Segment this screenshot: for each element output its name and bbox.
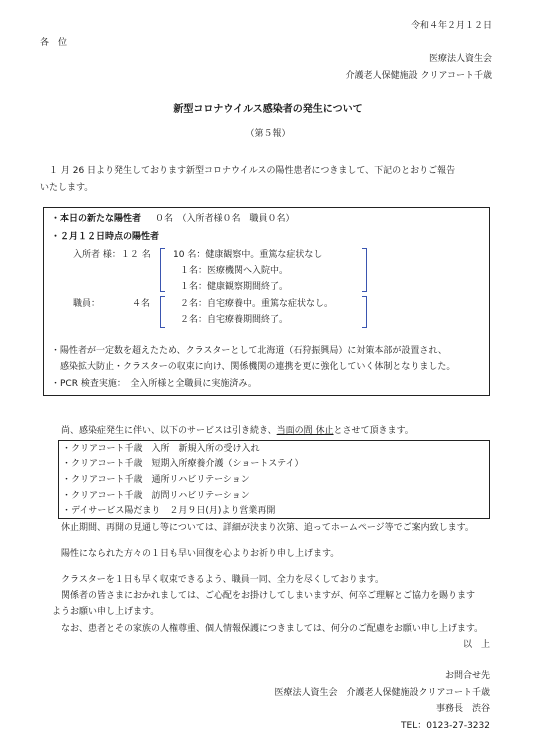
service-item: ・クリアコート千歳 訪問リハビリテーション [62, 491, 250, 501]
intro-line-2: いたします。 [40, 183, 94, 193]
sender-facility: 介護老人保健施設 クリアコート千歳 [345, 71, 492, 81]
residents-bracket-right [362, 248, 367, 292]
closing-end: 以 上 [462, 640, 490, 650]
closing-paragraph-3: クラスターを１日も早く収束できるよう、職員一同、全力を尽くしております。 [52, 575, 385, 585]
status-note-1: ・陽性者が一定数を超えたため、クラスターとして北海道（石狩振興局）に対策本部が設置され、 [51, 346, 447, 356]
contact-person: 事務長 渋谷 [435, 704, 490, 714]
service-item: ・クリアコート千歳 短期入所療養介護（ショートステイ） [62, 459, 304, 469]
staff-row: ２名：自宅療養中。重篤な症状なし。 [180, 299, 334, 309]
service-item: ・クリアコート千歳 入所 新規入所の受け入れ [62, 444, 260, 454]
resident-row: 10 名：健康観察中。重篤な症状なし [173, 250, 323, 260]
contact-org: 医療法人資生会 介護老人保健施設クリアコート千歳 [274, 688, 490, 698]
closing-paragraph-4b: ようお願い申し上げます。 [52, 607, 160, 617]
intro-line-1: １ 月 26 日より発生しております新型コロナウイルスの陽性患者につきまして、下記のとおりご報告 [40, 166, 456, 176]
contact-label: お問合せ先 [444, 671, 490, 681]
report-number: （第５報） [245, 129, 291, 139]
staff-label: 職員： [73, 299, 101, 309]
closing-paragraph-4: 関係者の皆さまにおかれましては、ご心配をお掛けしてしまいますが、何卒ご理解とご協力を賜ります [52, 591, 476, 601]
residents-label: 入所者 様：１２ 名 [73, 250, 151, 260]
contact-tel: TEL：0123-27-3232 [401, 721, 490, 731]
staff-bracket-right [362, 296, 367, 328]
closing-paragraph-5: なお、患者とその家族の人権尊重、個人情報保護につきましては、何分のご配慮をお願い申し上げます。 [52, 624, 484, 634]
status-note-3: ・PCR 検査実施： 全入所様と全職員に実施済み。 [51, 379, 257, 389]
today-label: ・本日の新たな陽性者 [51, 214, 142, 224]
staff-bracket-left [160, 296, 165, 328]
recipient: 各 位 [40, 38, 68, 48]
service-item: ・デイサービス陽だまり ２月９日(月)より営業再開 [62, 506, 276, 516]
page-title: 新型コロナウイルス感染者の発生について [173, 104, 363, 115]
asof-label: ・２月１２日時点の陽性者 [51, 232, 160, 242]
date: 令和４年２月１２日 [410, 21, 492, 31]
service-item: ・クリアコート千歳 通所リハビリテーション [62, 475, 250, 485]
sender-org: 医療法人資生会 [428, 54, 492, 64]
staff-row: ２名：自宅療養期間終了。 [180, 315, 289, 325]
closing-paragraph-2: 陽性になられた方々の１日も早い回復を心よりお祈り申し上げます。 [52, 549, 340, 559]
closing-paragraph-1: 休止期間、再開の見通し等については、詳細が決まり次第、追ってホームページ等でご案内致します。 [52, 523, 474, 533]
resident-row: １名：健康観察期間終了。 [180, 282, 289, 292]
residents-bracket-left [160, 248, 165, 292]
services-intro: 尚、感染症発生に伴い、以下のサービスは引き続き、当面の間 休止とさせて頂きます。 [52, 426, 414, 436]
status-note-2: 感染拡大防止・クラスターの収束に向け、関係機関の連携を更に強化していく体制となりました。 [51, 362, 456, 372]
resident-row: １名：医療機関へ入院中。 [180, 266, 289, 276]
today-value: ０名 （入所者様０名 職員０名） [155, 214, 295, 224]
staff-count: ４名 [132, 299, 151, 309]
